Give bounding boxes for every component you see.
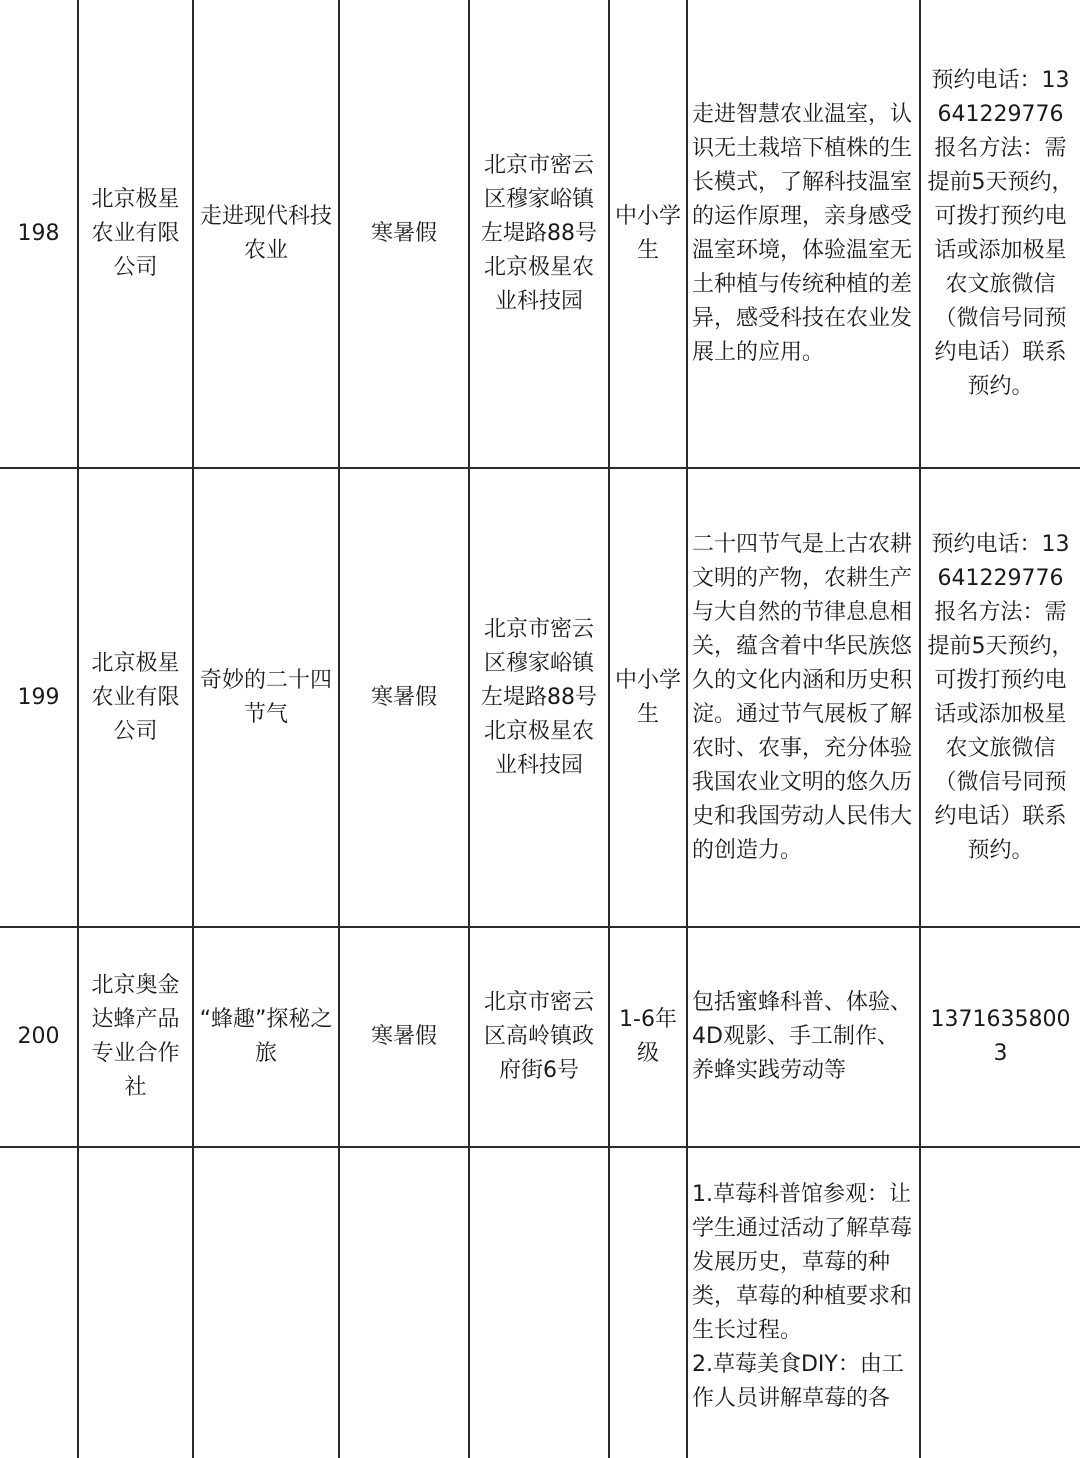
cell-organization: 北京极星农业有限公司: [78, 468, 193, 927]
cell-contact: 13716358003: [920, 927, 1080, 1147]
cell-number: 198: [0, 0, 78, 468]
table-row: [0, 927, 1080, 1147]
cell-contact: 预约电话：13641229776报名方法：需提前5天预约，可拨打预约电话或添加极星农文旅微信（微信号同预约电话）联系预约。: [920, 468, 1080, 927]
cell-activity-name: 奇妙的二十四节气: [193, 468, 339, 927]
table-row: [0, 0, 1080, 468]
cell-contact: [920, 1147, 1080, 1458]
cell-activity-name: 走进现代科技农业: [193, 0, 339, 468]
cell-organization: [78, 1147, 193, 1458]
content-line: 1.草莓科普馆参观：让学生通过活动了解草莓发展历史，草莓的种类，草莓的种植要求和生长过程。: [692, 1182, 913, 1343]
cell-content: 包括蜜蜂科普、体验、4D观影、手工制作、养蜂实践劳动等: [687, 927, 920, 1147]
cell-number: [0, 1147, 78, 1458]
cell-audience: [609, 1147, 687, 1458]
cell-content: [687, 1147, 920, 1458]
cell-number: 200: [0, 927, 78, 1147]
cell-audience: 中小学生: [609, 468, 687, 927]
cell-activity-name: “蜂趣”探秘之旅: [193, 927, 339, 1147]
cell-address: 北京市密云区穆家峪镇左堤路88号北京极星农业科技园: [469, 468, 609, 927]
cell-organization: 北京极星农业有限公司: [78, 0, 193, 468]
cell-time: 寒暑假: [339, 0, 469, 468]
cell-contact: 预约电话：13641229776报名方法：需提前5天预约，可拨打预约电话或添加极星农文旅微信（微信号同预约电话）联系预约。: [920, 0, 1080, 468]
cell-address: 北京市密云区穆家峪镇左堤路88号北京极星农业科技园: [469, 0, 609, 468]
table-row: [0, 1147, 1080, 1458]
cell-time: 寒暑假: [339, 927, 469, 1147]
content-line: 2.草莓美食DIY：由工作人员讲解草莓的各: [692, 1352, 904, 1411]
cell-content: 走进智慧农业温室，认识无土栽培下植株的生长模式，了解科技温室的运作原理，亲身感受温室环境，体验温室无土种植与传统种植的差异，感受科技在农业发展上的应用。: [687, 0, 920, 468]
cell-organization: 北京奥金达蜂产品专业合作社: [78, 927, 193, 1147]
cell-address: 北京市密云区高岭镇政府街6号: [469, 927, 609, 1147]
cell-time: 寒暑假: [339, 468, 469, 927]
cell-activity-name: [193, 1147, 339, 1458]
cell-number: 199: [0, 468, 78, 927]
cell-audience: 1-6年级: [609, 927, 687, 1147]
cell-address: [469, 1147, 609, 1458]
cell-time: [339, 1147, 469, 1458]
cell-content: 二十四节气是上古农耕文明的产物，农耕生产与大自然的节律息息相关，蕴含着中华民族悠久的文化内涵和历史积淀。通过节气展板了解农时、农事，充分体验我国农业文明的悠久历史和我国劳动人民伟大的创造力。: [687, 468, 920, 927]
cell-audience: 中小学生: [609, 0, 687, 468]
table-row: [0, 468, 1080, 927]
